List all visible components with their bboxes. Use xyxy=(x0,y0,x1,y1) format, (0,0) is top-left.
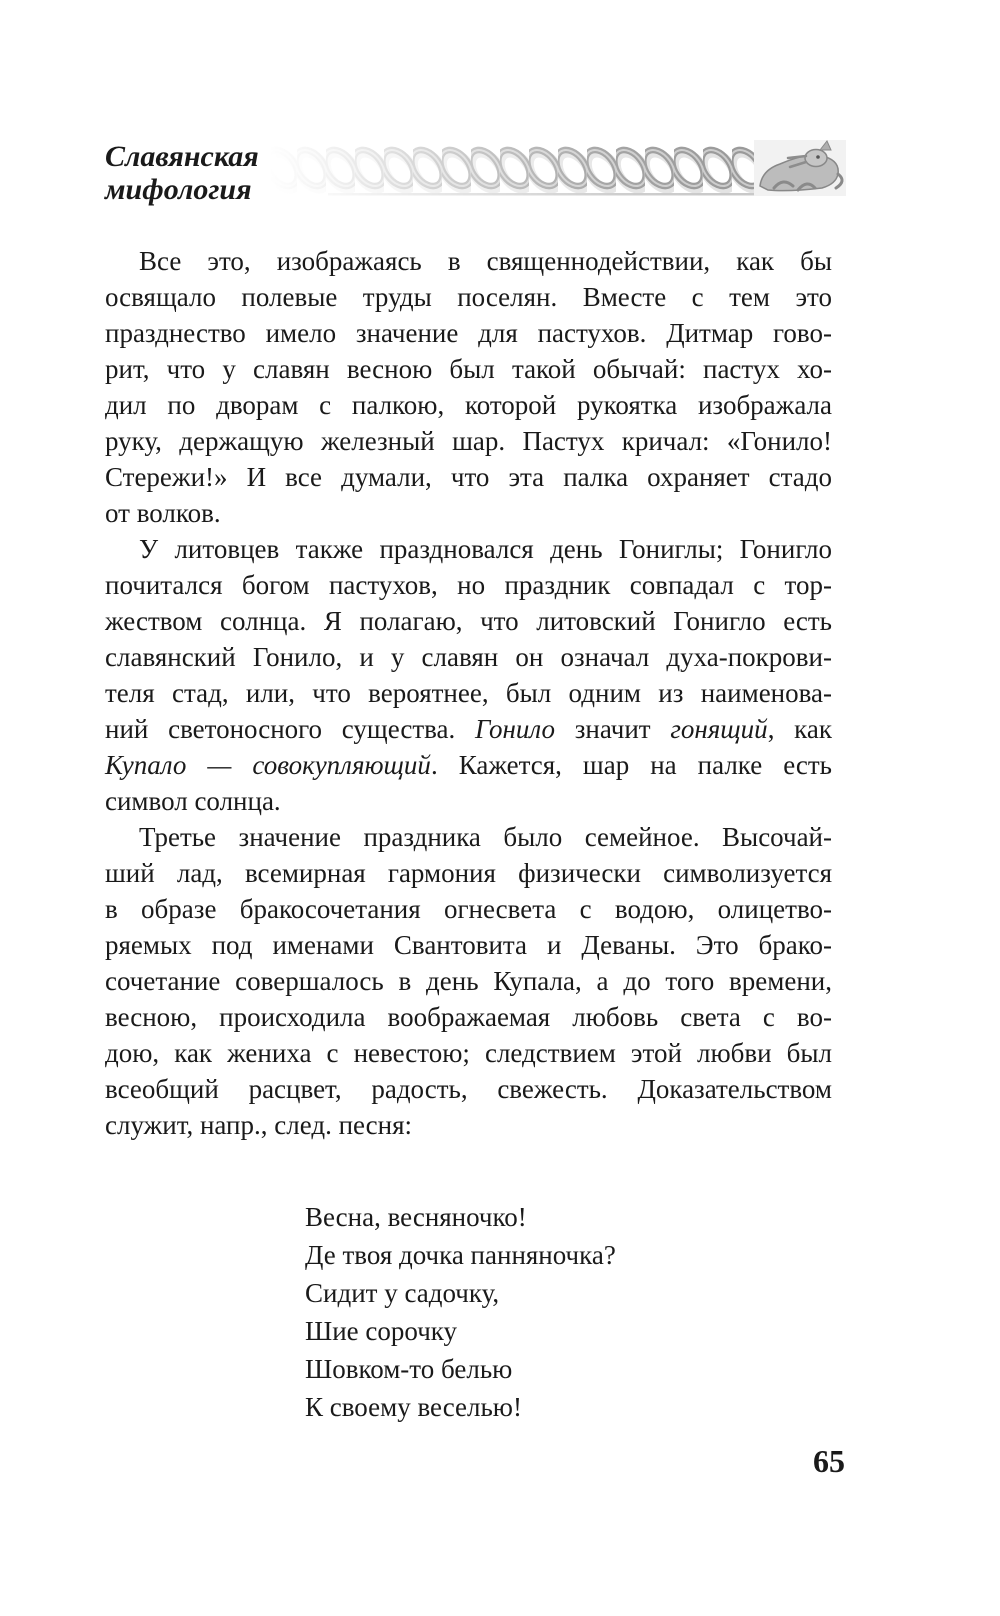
poem xyxy=(305,1198,616,1426)
text-line: теля стад, или, что вероятнее, был одним из наименова- xyxy=(105,678,832,708)
text-line: ший лад, всемирная гармония физически символизуется xyxy=(105,858,832,888)
text-line: весною, происходила воображаемая любовь света с во- xyxy=(105,1002,832,1032)
page-number: 65 xyxy=(813,1443,845,1479)
text-line: всеобщий расцвет, радость, свежесть. Доказательством xyxy=(105,1074,832,1104)
text-line: почитался богом пастухов, но праздник совпадал с тор- xyxy=(105,570,832,600)
text-line: Стережи!» И все думали, что эта палка охраняет стадо xyxy=(105,462,832,492)
text-line: служит, напр., след. песня: xyxy=(105,1110,413,1140)
text-line: дою, как жениха с невестою; следствием этой любви был xyxy=(105,1038,832,1068)
text-line: жеством солнца. Я полагаю, что литовский Гонигло есть xyxy=(105,606,832,636)
text-line: символ солнца. xyxy=(105,786,281,816)
poem-line: К своему веселью! xyxy=(305,1392,522,1422)
page-header xyxy=(0,138,1000,208)
text-line: сочетание совершалось в день Купала, а до того времени, xyxy=(105,966,832,996)
text-line: руку, держащую железный шар. Пастух кричал: «Гонило! xyxy=(105,426,832,456)
text-line: дил по дворам с палкою, которой рукоятка изображала xyxy=(105,390,832,420)
text-line: Третье значение праздника было семейное. Высочай- xyxy=(139,822,832,852)
text-line: Все это, изображаясь в священнодействии, как бы xyxy=(139,246,832,276)
running-head-line1: Славянская xyxy=(105,140,259,173)
running-head-title xyxy=(105,140,259,206)
text-line: славянский Гонило, и у славян он означал духа-покрови- xyxy=(105,642,832,672)
carved-animal-icon xyxy=(754,140,846,196)
poem-line: Шие сорочку xyxy=(305,1316,458,1346)
text-line: ний светоносного существа. Гонило значит гонящий, как xyxy=(105,714,832,744)
poem-line: Шовком-то белью xyxy=(305,1354,513,1384)
poem-line: Сидит у садочку, xyxy=(305,1278,500,1308)
text-line: в образе бракосочетания огнесвета с водою, олицетво- xyxy=(105,894,832,924)
poem-line: Весна, весняночко! xyxy=(305,1202,527,1232)
text-line: от волков. xyxy=(105,498,221,528)
text-line: рит, что у славян весною был такой обычай: пастух хо- xyxy=(105,354,832,384)
text-line: ряемых под именами Свантовита и Деваны. Это брако- xyxy=(105,930,832,960)
body-text xyxy=(105,243,832,1143)
text-line: освящало полевые труды поселян. Вместе с тем это xyxy=(105,282,832,312)
text-line: празднество имело значение для пастухов. Дитмар гово- xyxy=(105,318,832,348)
carved-interlace-band-icon xyxy=(268,138,846,198)
poem-line: Де твоя дочка панняночка? xyxy=(305,1240,616,1270)
running-head-line2: мифология xyxy=(105,173,252,206)
text-line: У литовцев также праздновался день Гониглы; Гонигло xyxy=(139,534,832,564)
text-line: Купало — совокупляющий. Кажется, шар на палке есть xyxy=(105,750,832,780)
